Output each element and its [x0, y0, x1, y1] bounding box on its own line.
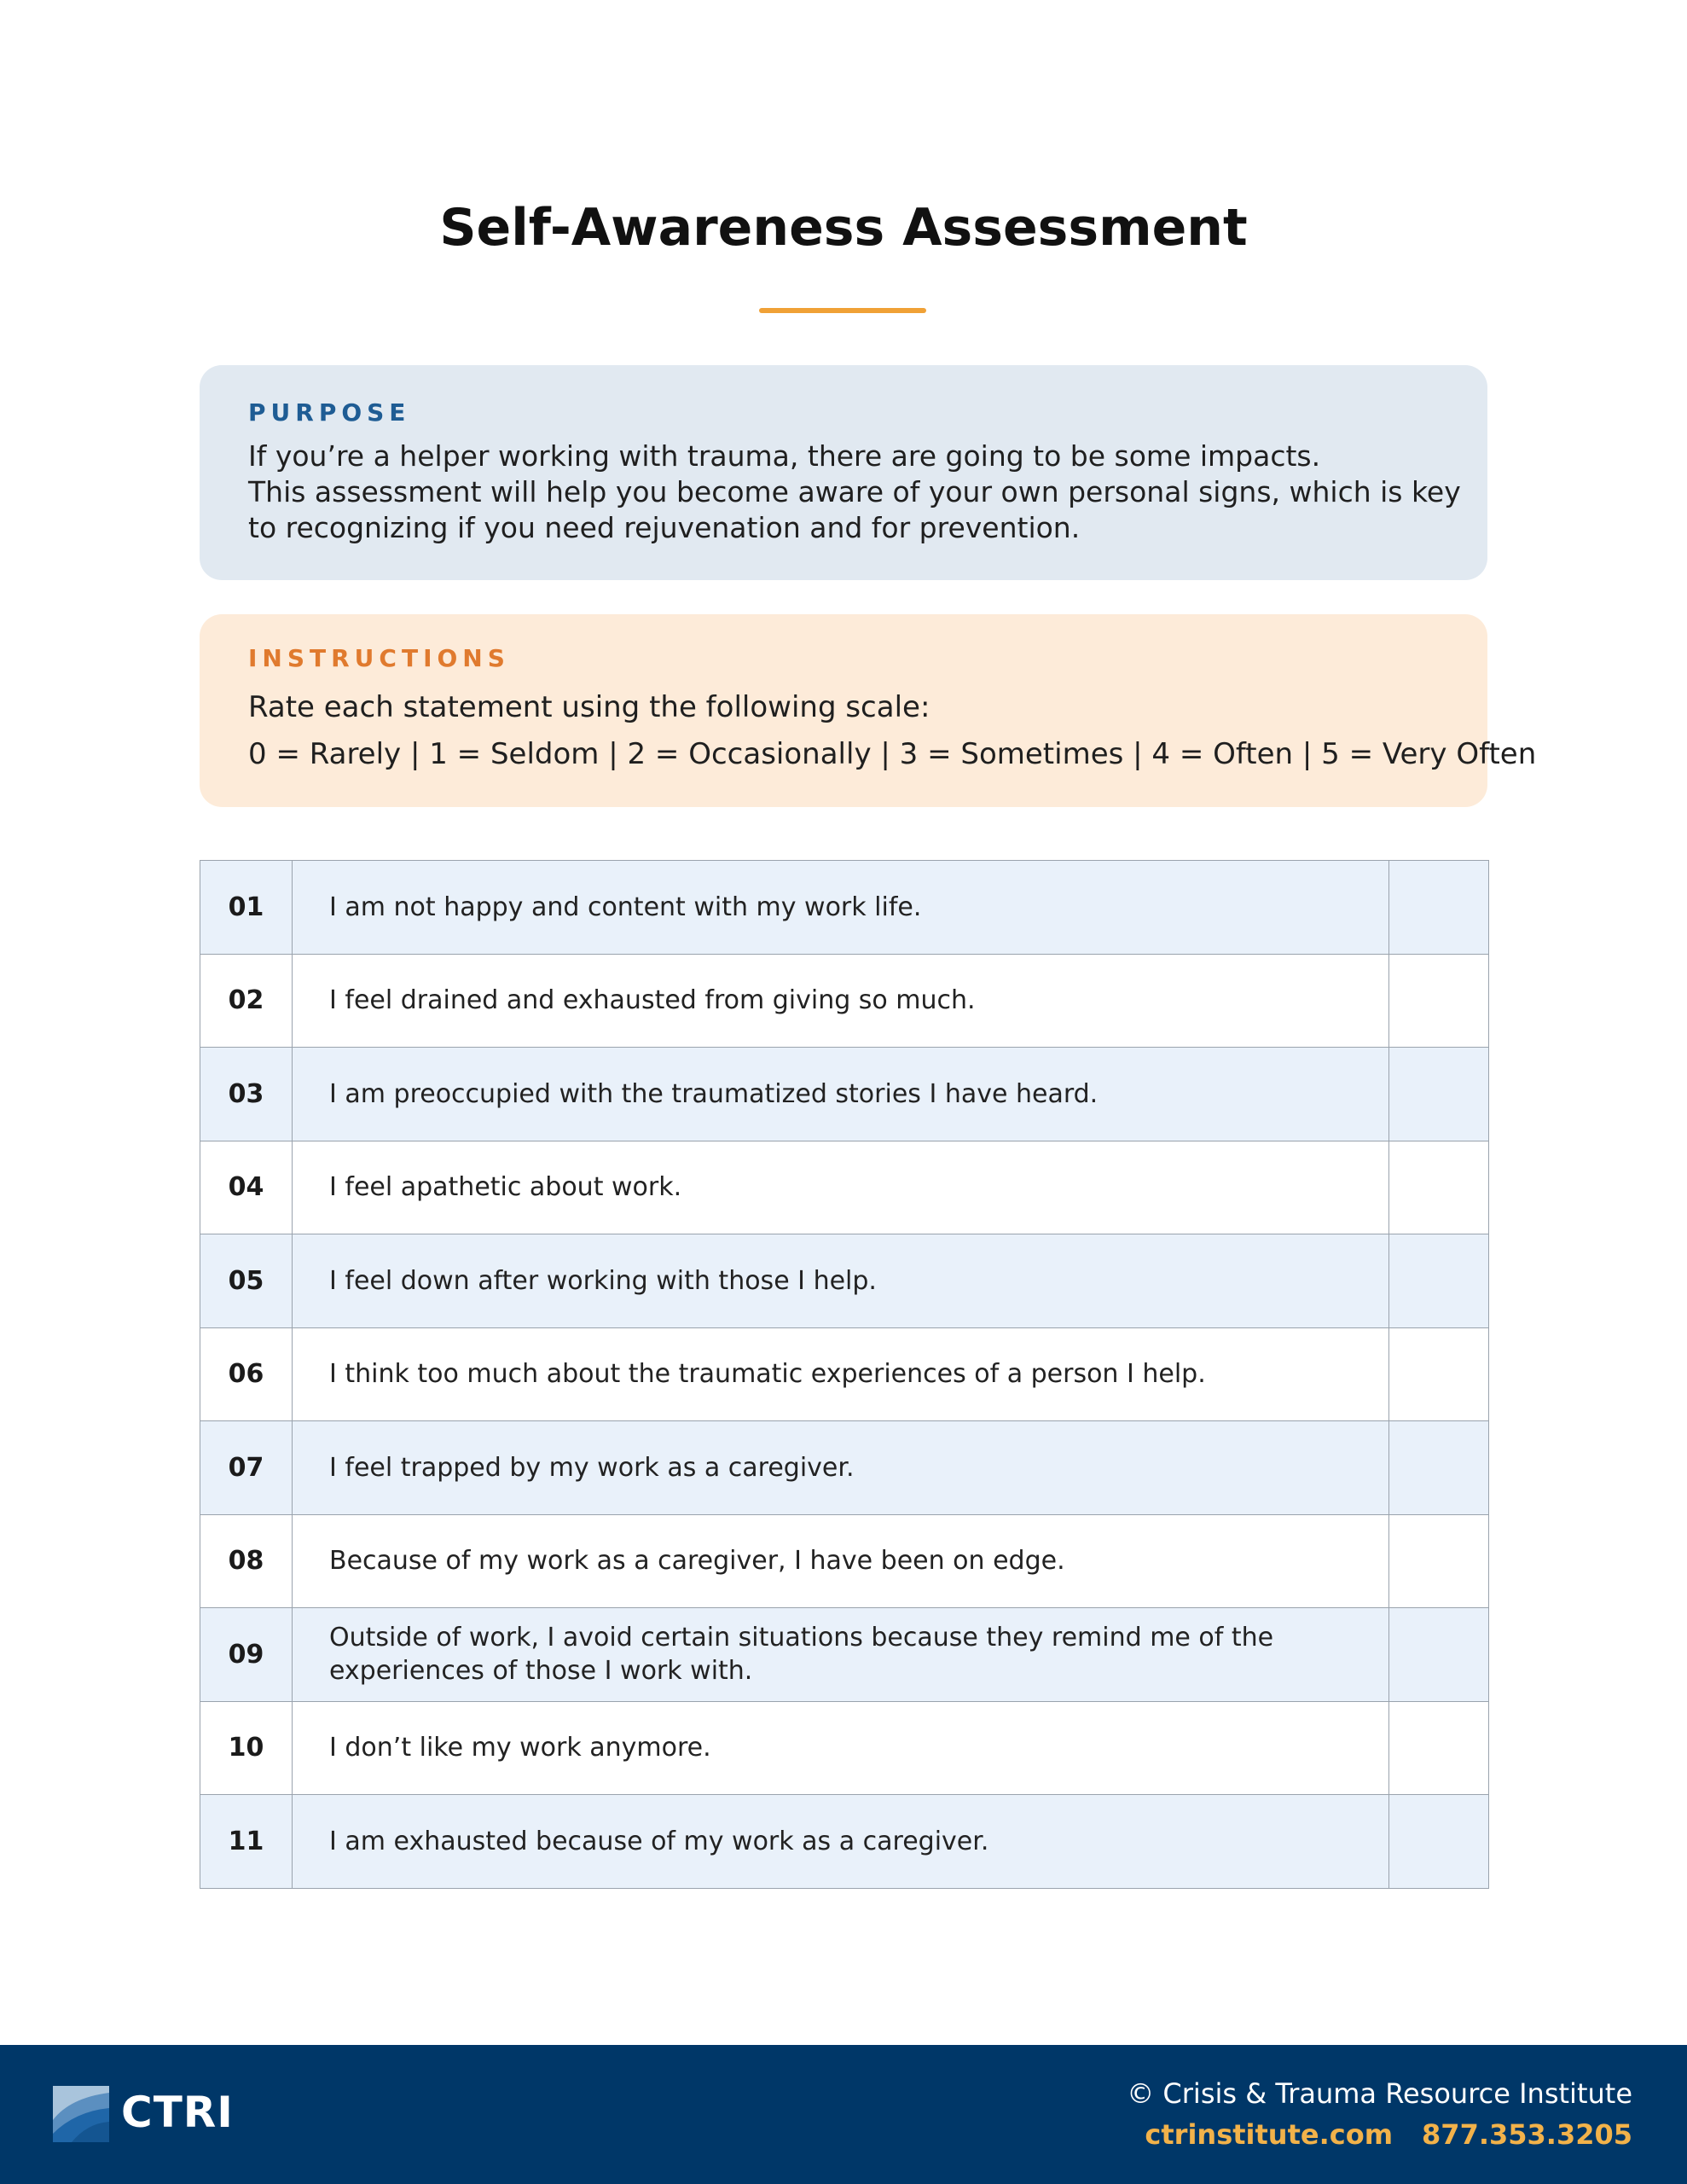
table-row [200, 1608, 1489, 1702]
purpose-text [248, 439, 1461, 546]
item-number: 10 [200, 1701, 293, 1795]
table-row [200, 1141, 1489, 1234]
table-row [200, 1048, 1489, 1141]
item-number: 11 [200, 1795, 293, 1889]
score-cell[interactable] [1389, 1048, 1489, 1141]
purpose-heading: PURPOSE [248, 398, 411, 427]
item-number: 08 [200, 1514, 293, 1608]
purpose-line: This assessment will help you become aware of your own personal signs, which is key [248, 475, 1461, 508]
item-statement: I feel trapped by my work as a caregiver. [293, 1421, 1389, 1515]
instructions-text: Rate each statement using the following scale: [248, 690, 930, 724]
ctri-logo-icon [53, 2086, 109, 2142]
score-cell[interactable] [1389, 1327, 1489, 1421]
item-statement: I am exhausted because of my work as a caregiver. [293, 1795, 1389, 1889]
table-row [200, 954, 1489, 1048]
phone-number[interactable]: 877.353.3205 [1422, 2118, 1632, 2151]
item-statement: I feel down after working with those I help. [293, 1234, 1389, 1328]
score-cell[interactable] [1389, 1141, 1489, 1234]
item-number: 02 [200, 954, 293, 1048]
item-statement: Because of my work as a caregiver, I have been on edge. [293, 1514, 1389, 1608]
table-row [200, 1795, 1489, 1889]
item-number: 03 [200, 1048, 293, 1141]
website-link[interactable]: ctrinstitute.com [1145, 2118, 1394, 2151]
score-cell[interactable] [1389, 1701, 1489, 1795]
rating-scale: 0 = Rarely | 1 = Seldom | 2 = Occasionally | 3 = Sometimes | 4 = Often | 5 = Very Often [248, 737, 1537, 771]
item-statement: I think too much about the traumatic experiences of a person I help. [293, 1327, 1389, 1421]
purpose-line: If you’re a helper working with trauma, there are going to be some impacts. [248, 439, 1321, 473]
table-row [200, 1234, 1489, 1328]
instructions-box [200, 614, 1537, 807]
instructions-heading: INSTRUCTIONS [248, 644, 510, 672]
table-row [200, 1327, 1489, 1421]
table-row [200, 1514, 1489, 1608]
table-row [200, 861, 1489, 955]
table-row [200, 1701, 1489, 1795]
copyright-text: © Crisis & Trauma Resource Institute [1127, 2077, 1632, 2110]
score-cell[interactable] [1389, 861, 1489, 955]
item-number: 06 [200, 1327, 293, 1421]
title-underline [759, 308, 926, 313]
score-cell[interactable] [1389, 1795, 1489, 1889]
logo-wordmark: CTRI [121, 2088, 234, 2137]
contact-info [1145, 2118, 1632, 2151]
item-statement: I feel drained and exhausted from giving so much. [293, 954, 1389, 1048]
item-number: 09 [200, 1608, 293, 1702]
item-statement: I feel apathetic about work. [293, 1141, 1389, 1234]
footer [0, 2045, 1687, 2184]
item-statement: Outside of work, I avoid certain situations because they remind me of the experiences of those I work with. [293, 1608, 1389, 1702]
item-number: 04 [200, 1141, 293, 1234]
assessment-table [200, 860, 1489, 1889]
score-cell[interactable] [1389, 1421, 1489, 1515]
item-statement: I don’t like my work anymore. [293, 1701, 1389, 1795]
item-number: 07 [200, 1421, 293, 1515]
table-row [200, 1421, 1489, 1515]
item-statement: I am not happy and content with my work life. [293, 861, 1389, 955]
item-number: 01 [200, 861, 293, 955]
score-cell[interactable] [1389, 954, 1489, 1048]
page-title: Self-Awareness Assessment [439, 198, 1248, 258]
score-cell[interactable] [1389, 1608, 1489, 1702]
purpose-line: to recognizing if you need rejuvenation and for prevention. [248, 511, 1081, 544]
item-statement: I am preoccupied with the traumatized stories I have heard. [293, 1048, 1389, 1141]
purpose-box [200, 365, 1487, 580]
score-cell[interactable] [1389, 1514, 1489, 1608]
score-cell[interactable] [1389, 1234, 1489, 1328]
item-number: 05 [200, 1234, 293, 1328]
